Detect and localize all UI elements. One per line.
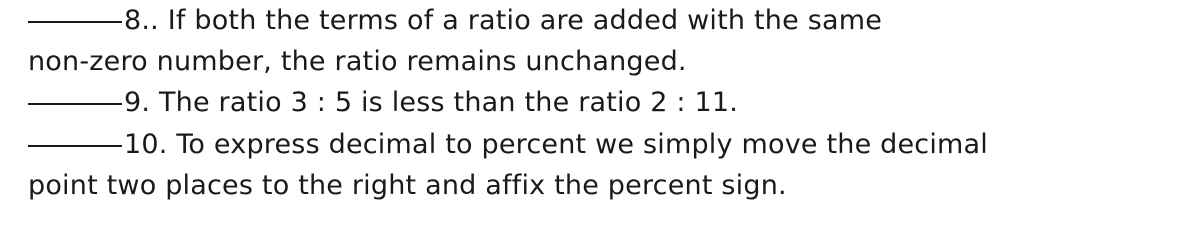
item-8-line-2 [28,41,687,83]
item-10-line-1 [28,124,988,166]
item-10-continuation: point two places to the right and affix the percent sign. [28,170,787,201]
item-9-text: 9. The ratio 3 : 5 is less than the ratio 2 : 11. [124,87,739,118]
item-8-line-1 [28,0,882,42]
item-8-continuation: non-zero number, the ratio remains unchanged. [28,46,687,77]
item-10-line-2 [28,165,787,207]
answer-blank-8[interactable] [28,21,122,23]
item-10-text: 10. To express decimal to percent we simply move the decimal [124,129,989,160]
item-9-line-1 [28,82,738,124]
answer-blank-9[interactable] [28,103,122,105]
answer-blank-10[interactable] [28,145,122,147]
item-8-text: 8.. If both the terms of a ratio are added with the same [124,5,883,36]
